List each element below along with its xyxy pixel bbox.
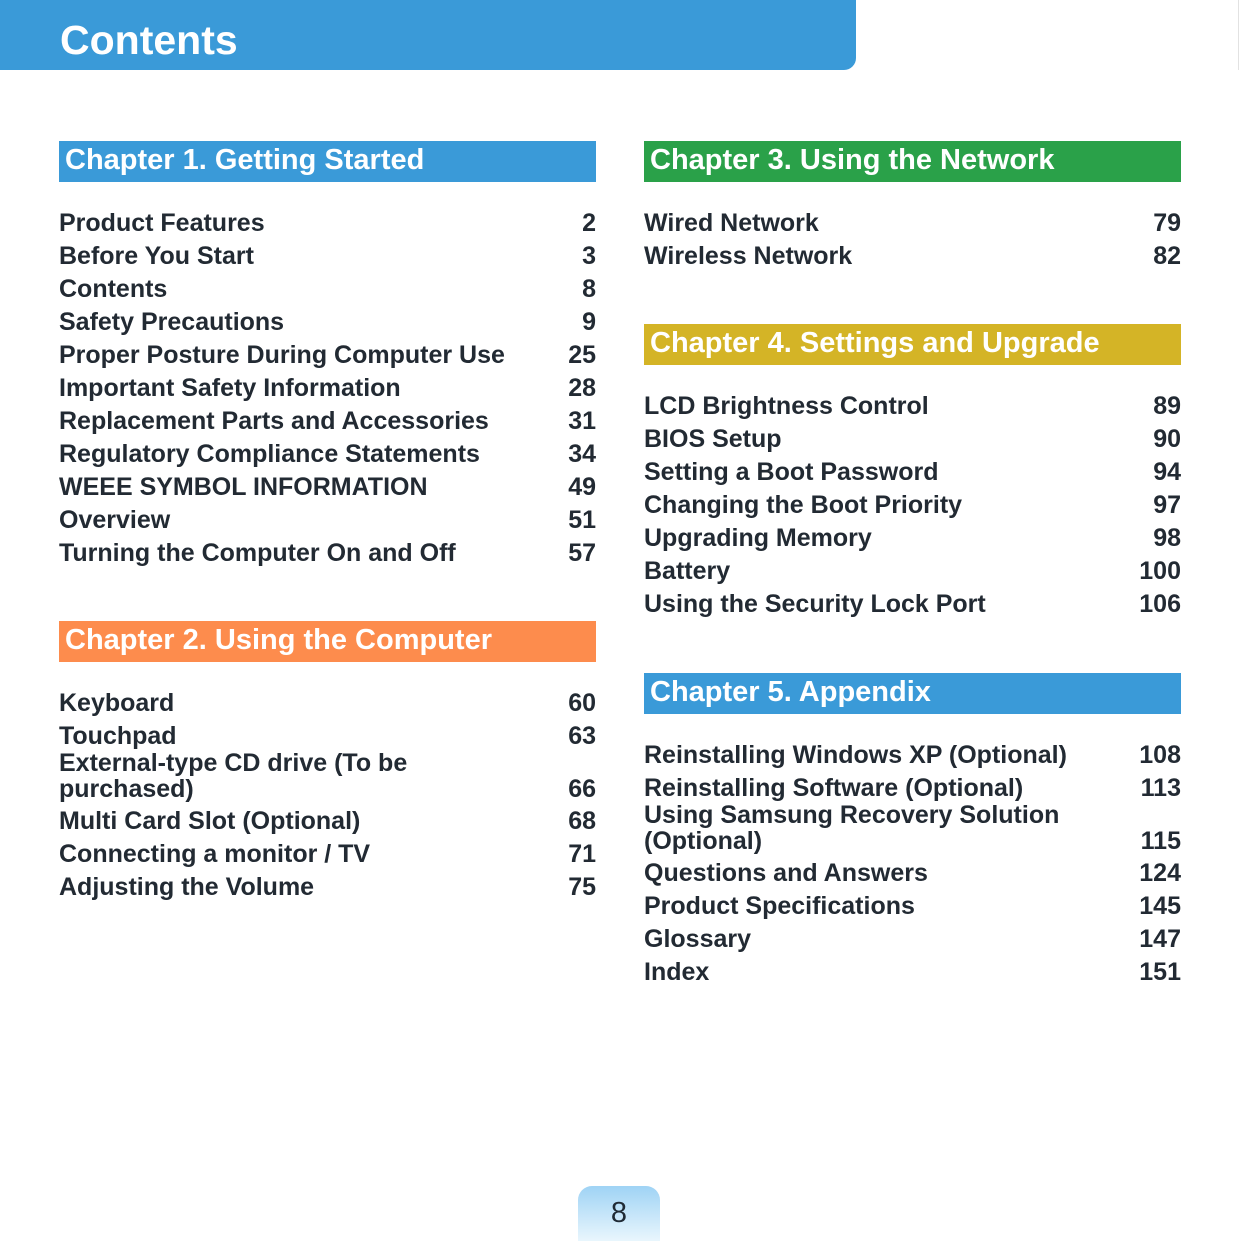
toc-entry-label: Touchpad	[59, 722, 177, 750]
toc-entry[interactable]	[644, 237, 1181, 270]
toc-entry-page: 89	[1153, 392, 1181, 420]
toc-entry-page: 82	[1153, 242, 1181, 270]
chapter-4-entries	[644, 387, 1181, 618]
toc-entry[interactable]	[59, 868, 596, 901]
toc-entry[interactable]	[59, 835, 596, 868]
toc-entry-label: Wireless Network	[644, 242, 853, 270]
toc-entry-label: Turning the Computer On and Off	[59, 539, 456, 567]
chapter-5-section	[644, 673, 1181, 986]
toc-entry[interactable]	[644, 854, 1181, 887]
toc-entry[interactable]	[644, 585, 1181, 618]
chapter-3-entries	[644, 204, 1181, 270]
toc-entry-page: 106	[1139, 590, 1181, 618]
toc-entry-page: 25	[568, 341, 596, 369]
toc-entry[interactable]	[59, 237, 596, 270]
toc-entry[interactable]	[59, 501, 596, 534]
toc-entry-label: Contents	[59, 275, 168, 303]
toc-entry-label: Glossary	[644, 925, 752, 953]
chapter-3-header[interactable]: Chapter 3. Using the Network	[644, 141, 1181, 182]
toc-entry-page: 28	[568, 374, 596, 402]
toc-entry-page: 63	[568, 722, 596, 750]
toc-entry-label: Before You Start	[59, 242, 254, 270]
toc-entry-label: Upgrading Memory	[644, 524, 872, 552]
toc-entry-label: Overview	[59, 506, 171, 534]
page-number-badge	[578, 1186, 660, 1241]
toc-entry-page: 31	[568, 407, 596, 435]
toc-entry-page: 49	[568, 473, 596, 501]
toc-entry-page: 68	[568, 807, 596, 835]
toc-entry-page: 108	[1139, 741, 1181, 769]
toc-entry-label: LCD Brightness Control	[644, 392, 929, 420]
toc-entry[interactable]	[644, 453, 1181, 486]
toc-entry[interactable]	[644, 769, 1181, 802]
toc-entry-label: Multi Card Slot (Optional)	[59, 807, 361, 835]
toc-entry-label: Reinstalling Software (Optional)	[644, 774, 1024, 802]
toc-entry[interactable]	[59, 534, 596, 567]
toc-entry[interactable]	[59, 303, 596, 336]
toc-entry-label: Questions and Answers	[644, 859, 928, 887]
toc-entry[interactable]	[644, 953, 1181, 986]
chapter-1-section	[59, 141, 596, 567]
toc-entry[interactable]	[59, 402, 596, 435]
toc-entry[interactable]	[644, 736, 1181, 769]
toc-entry[interactable]	[644, 552, 1181, 585]
chapter-4-header[interactable]: Chapter 4. Settings and Upgrade	[644, 324, 1181, 365]
toc-entry[interactable]	[644, 920, 1181, 953]
toc-entry[interactable]	[644, 887, 1181, 920]
toc-entry-page: 98	[1153, 524, 1181, 552]
toc-entry-page: 51	[568, 506, 596, 534]
toc-entry-page: 9	[582, 308, 596, 336]
chapter-5-entries	[644, 736, 1181, 986]
toc-entry-page: 94	[1153, 458, 1181, 486]
toc-entry-page: 60	[568, 689, 596, 717]
toc-entry-page: 2	[582, 209, 596, 237]
toc-entry[interactable]	[644, 486, 1181, 519]
toc-entry[interactable]	[644, 519, 1181, 552]
toc-entry-page: 100	[1139, 557, 1181, 585]
toc-entry-page: 71	[568, 840, 596, 868]
toc-entry-page: 90	[1153, 425, 1181, 453]
toc-entry-label: Product Features	[59, 209, 265, 237]
toc-entry-label: WEEE SYMBOL INFORMATION	[59, 473, 428, 501]
chapter-1-entries	[59, 204, 596, 567]
toc-entry-page: 75	[568, 873, 596, 901]
toc-entry-page: 3	[582, 242, 596, 270]
toc-entry-label: Index	[644, 958, 710, 986]
toc-entry[interactable]	[59, 802, 596, 835]
toc-entry-label: Battery	[644, 557, 731, 585]
toc-entry-label: Changing the Boot Priority	[644, 491, 963, 519]
toc-entry-label: External-type CD drive (To be purchased)	[59, 749, 408, 803]
toc-entry[interactable]	[644, 420, 1181, 453]
toc-entry-page: 57	[568, 539, 596, 567]
toc-entry-page: 151	[1139, 958, 1181, 986]
toc-entry-label: Using the Security Lock Port	[644, 590, 986, 618]
toc-entry[interactable]	[59, 717, 596, 750]
toc-entry-label: Adjusting the Volume	[59, 873, 315, 901]
toc-entry[interactable]	[59, 270, 596, 303]
toc-entry-page: 145	[1139, 892, 1181, 920]
toc-entry-label: Connecting a monitor / TV	[59, 840, 371, 868]
chapter-4-section	[644, 324, 1181, 618]
toc-entry-label: Keyboard	[59, 689, 175, 717]
toc-entry[interactable]	[644, 204, 1181, 237]
page-edge-divider	[1238, 0, 1239, 70]
toc-entry-label: Replacement Parts and Accessories	[59, 407, 489, 435]
toc-entry-label: Wired Network	[644, 209, 819, 237]
chapter-2-entries	[59, 684, 596, 901]
toc-entry-page: 97	[1153, 491, 1181, 519]
toc-entry[interactable]	[59, 336, 596, 369]
toc-entry[interactable]	[644, 802, 1181, 854]
toc-entry-page: 147	[1139, 925, 1181, 953]
page-title: Contents	[60, 17, 238, 63]
toc-entry[interactable]	[59, 684, 596, 717]
toc-entry-label: Proper Posture During Computer Use	[59, 341, 505, 369]
toc-entry[interactable]	[59, 369, 596, 402]
toc-entry-label: Important Safety Information	[59, 374, 401, 402]
chapter-1-header[interactable]: Chapter 1. Getting Started	[59, 141, 596, 182]
chapter-5-header[interactable]: Chapter 5. Appendix	[644, 673, 1181, 714]
toc-entry[interactable]	[59, 204, 596, 237]
toc-entry-label: Using Samsung Recovery Solution (Optional)	[644, 801, 1060, 855]
toc-entry-label: Regulatory Compliance Statements	[59, 440, 480, 468]
toc-entry-page: 79	[1153, 209, 1181, 237]
chapter-2-header[interactable]: Chapter 2. Using the Computer	[59, 621, 596, 662]
toc-entry-page: 34	[568, 440, 596, 468]
toc-entry-page: 8	[582, 275, 596, 303]
toc-entry-label: Safety Precautions	[59, 308, 285, 336]
chapter-3-section	[644, 141, 1181, 270]
toc-entry-label: Setting a Boot Password	[644, 458, 939, 486]
toc-entry[interactable]	[644, 387, 1181, 420]
toc-entry-label: Product Specifications	[644, 892, 915, 920]
chapter-2-section	[59, 621, 596, 901]
toc-entry-page: 124	[1139, 859, 1181, 887]
page-number: 8	[610, 1197, 628, 1229]
toc-entry-page: 115	[1140, 827, 1181, 855]
toc-entry[interactable]	[59, 435, 596, 468]
toc-entry[interactable]	[59, 468, 596, 501]
toc-entry-page: 113	[1140, 774, 1181, 802]
toc-entry-page: 66	[568, 775, 596, 803]
page-title-bar	[0, 0, 856, 70]
toc-entry[interactable]	[59, 750, 596, 802]
toc-entry-label: Reinstalling Windows XP (Optional)	[644, 741, 1067, 769]
toc-entry-label: BIOS Setup	[644, 425, 782, 453]
